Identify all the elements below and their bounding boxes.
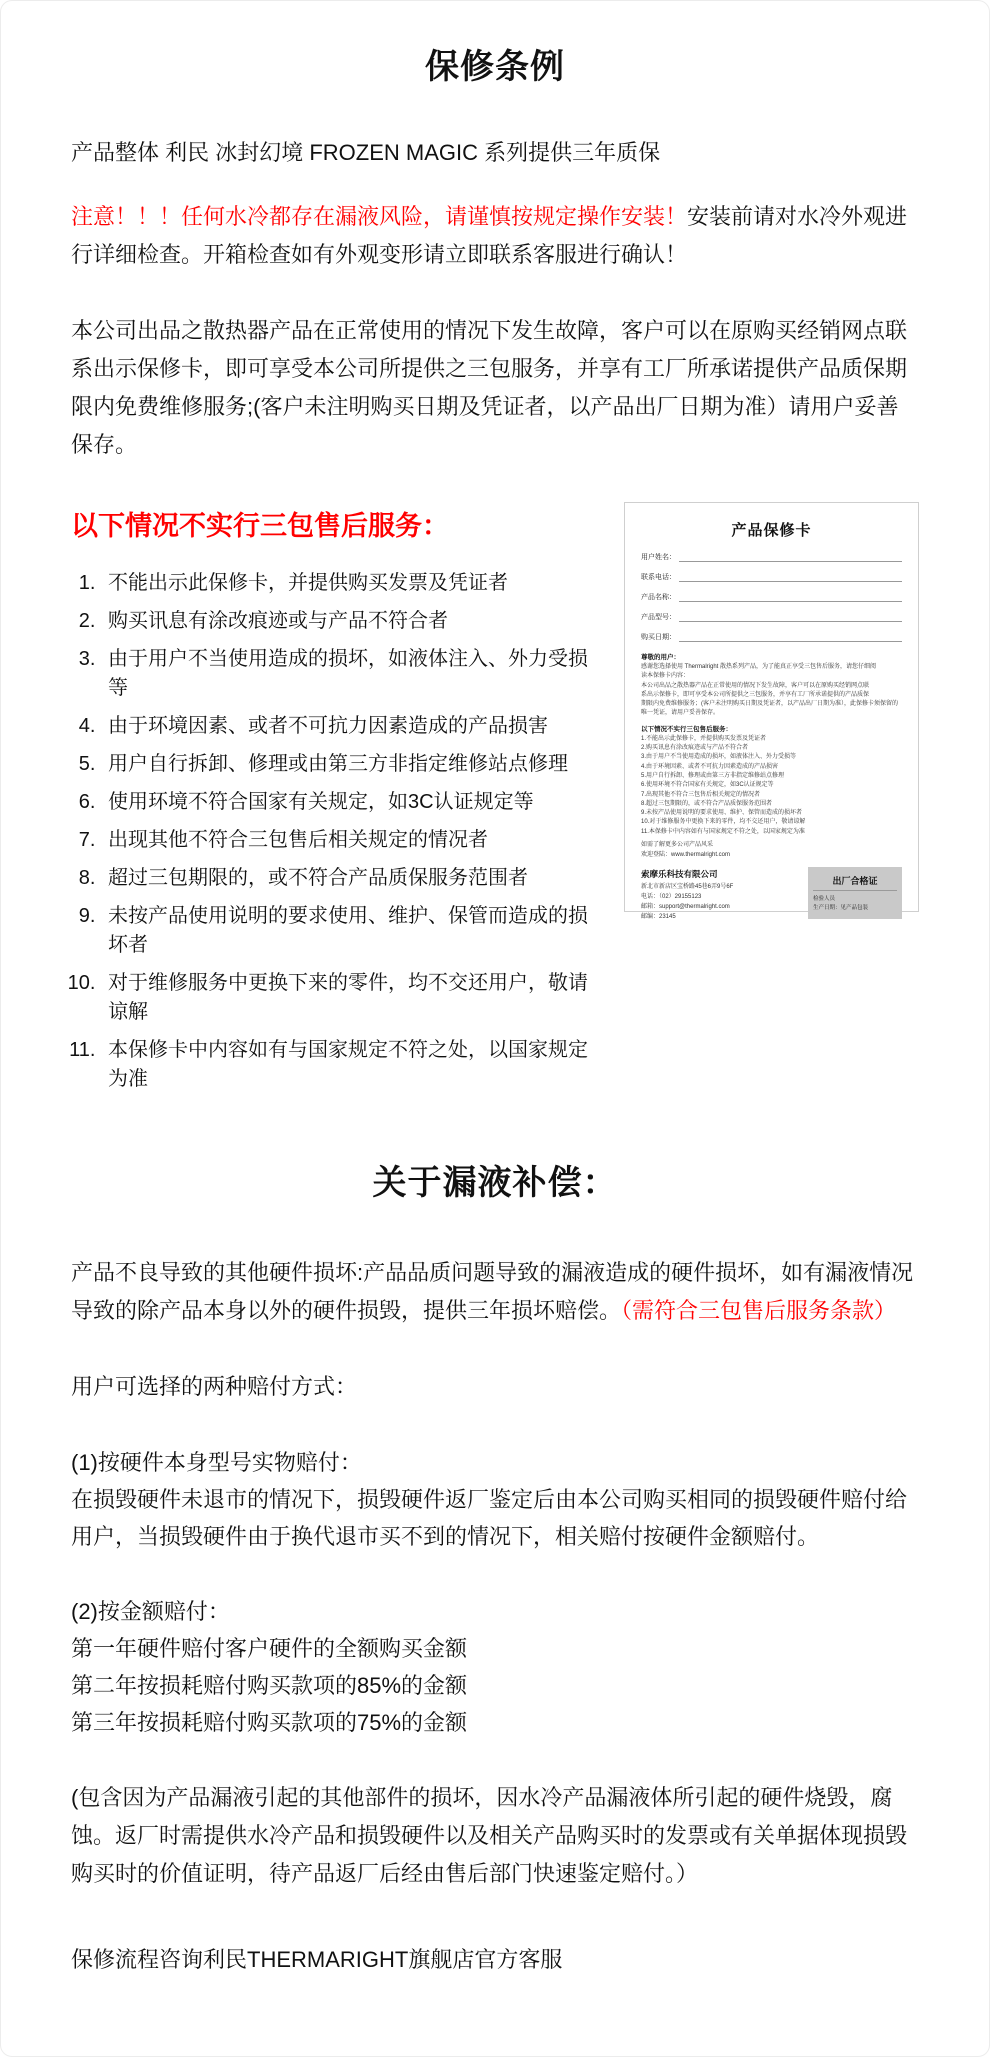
card-fineprint-line: 本公司出品之散热器产品在正常使用的情况下发生故障，客户可以在原购买经销网点联 xyxy=(641,682,870,689)
option2-title: (2)按金额赔付： xyxy=(71,1599,230,1624)
company-zip: 邮编：23145 xyxy=(641,913,676,920)
warranty-card-field-blank-line xyxy=(679,573,902,582)
card-exclusion-line: 10.对于维修服务中更换下来的零件，均不交还用户，敬请谅解 xyxy=(641,819,806,826)
card-dear-user: 尊敬的用户： xyxy=(641,654,680,661)
warranty-card-field-row xyxy=(641,552,902,562)
card-fineprint-line: 读本保修卡内容： xyxy=(641,673,690,680)
option2-lines xyxy=(71,1630,919,1741)
warranty-card-field-label: 产品名称： xyxy=(641,594,676,601)
option2-line: 第二年按损耗赔付购买款项的85%的金额 xyxy=(71,1673,468,1698)
warning-black-text: 安装前请对水冷外观进行详细检查。开箱检查如有外观变形请立即联系客服进行确认！ xyxy=(71,204,908,267)
company-email: 邮箱：support@thermalright.com xyxy=(641,904,730,911)
list-item: 7. 出现其他不符合三包售后相关规定的情况者 xyxy=(101,826,596,855)
card-intro-fineprint xyxy=(641,663,902,719)
list-item: 3. 由于用户不当使用造成的损坏，如液体注入、外力受损等 xyxy=(101,645,596,703)
list-item: 1. 不能出示此保修卡，并提供购买发票及凭证者 xyxy=(101,569,596,598)
warning-paragraph xyxy=(71,198,919,274)
footer-service-line: 保修流程咨询利民THERMARIGHT旗舰店官方客服 xyxy=(71,1947,563,1972)
list-item: 8. 超过三包期限的，或不符合产品质保服务范围者 xyxy=(101,864,596,893)
cert-date-line: 生产日期：见产品包装 xyxy=(813,905,869,912)
cert-inspector-line: 检验人员 xyxy=(813,896,836,903)
option1-title: (1)按硬件本身型号实物赔付： xyxy=(71,1450,362,1475)
company-name: 索摩乐科技有限公司 xyxy=(641,869,718,880)
factory-cert-box xyxy=(808,867,902,919)
warranty-card-image xyxy=(624,502,919,920)
card-exclusion-line: 5.用户自行拆卸、修理或由第三方非指定维修站点修理 xyxy=(641,772,785,779)
warranty-card-field-label: 产品型号： xyxy=(641,614,676,621)
exclusions-section xyxy=(71,502,919,1103)
warranty-card-field-label: 联系电话： xyxy=(641,574,676,581)
card-website-text: 欢迎登陆：www.thermalright.com xyxy=(641,851,731,858)
warranty-card-fields xyxy=(641,552,902,642)
warranty-card-field-label: 购买日期： xyxy=(641,634,676,641)
company-address: 新北市新店区宝桥路45巷6弄9号6F xyxy=(641,884,734,891)
card-fineprint-line: 系出示保修卡，即可享受本公司所提供之三包服务，并享有工厂所承诺提供的产品质保 xyxy=(641,691,870,698)
card-exclusion-line: 2.购买讯息有涂改痕迹或与产品不符合者 xyxy=(641,745,749,752)
payment-methods-intro: 用户可选择的两种赔付方式： xyxy=(71,1374,358,1399)
warning-red-text: 注意！！！任何水冷都存在漏液风险，请谨慎按规定操作安装！ xyxy=(71,204,688,229)
note-paragraph: (包含因为产品漏液引起的其他部件的损坏，因水冷产品漏液体所引起的硬件烧毁，腐蚀。返厂时需提供水冷产品和损毁硬件以及相关产品购买时的发票或有关单据体现损毁购买时的价值证明，待产品返厂后经由售后部门快速鉴定赔付。） xyxy=(71,1785,908,1886)
card-more-info xyxy=(641,841,902,860)
card-fineprint-line: 期限内免费维修服务；(客户未注明购买日期及凭证者，以产品出厂日期为准），此保修卡须保留的 xyxy=(641,701,898,708)
card-exclusion-line: 3.由于用户不当使用造成的损坏，如液体注入、外力受损等 xyxy=(641,754,797,761)
card-exclusions-heading: 以下情况不实行三包售后服务： xyxy=(641,725,732,733)
list-item: 2. 购买讯息有涂改痕迹或与产品不符合者 xyxy=(101,607,596,636)
intro-paragraph: 产品整体 利民 冰封幻境 FROZEN MAGIC 系列提供三年质保 xyxy=(71,140,661,165)
warranty-card-field-blank-line xyxy=(679,633,902,642)
option2-line: 第三年按损耗赔付购买款项的75%的金额 xyxy=(71,1710,468,1735)
exclusions-heading: 以下情况不实行三包售后服务： xyxy=(71,511,449,541)
exclusions-list xyxy=(71,569,596,1094)
card-more-line: 如需了解更多公司产品风采 xyxy=(641,842,714,849)
list-item: 6. 使用环境不符合国家有关规定，如3C认证规定等 xyxy=(101,788,596,817)
factory-cert-title: 出厂合格证 xyxy=(813,874,897,891)
card-exclusion-line: 1.不能出示此保修卡，并提供购买发票及凭证者 xyxy=(641,735,767,742)
list-item: 5. 用户自行拆卸、修理或由第三方非指定维修站点修理 xyxy=(101,750,596,779)
option1-block xyxy=(71,1444,919,1555)
card-exclusion-line: 11.本保修卡中内容如有与国家规定不符之处，以国家规定为准 xyxy=(641,828,805,835)
warranty-card-field-row xyxy=(641,632,902,642)
compensation-heading: 关于漏液补偿： xyxy=(372,1164,618,1202)
list-item: 11. 本保修卡中内容如有与国家规定不符之处，以国家规定为准 xyxy=(101,1036,596,1094)
card-fineprint-line: 唯一凭证，请用户妥善保存。 xyxy=(641,710,720,717)
list-item: 10. 对于维修服务中更换下来的零件，均不交还用户，敬请谅解 xyxy=(101,969,596,1027)
warranty-card-field-label: 用户姓名： xyxy=(641,554,676,561)
card-fineprint-line: 感谢您选择使用 Thermalright 散热系列产品，为了能真正享受三包售后服务，请您仔细阅 xyxy=(641,664,877,670)
card-exclusion-line: 7.出现其他不符合三包售后相关规定的情况者 xyxy=(641,791,761,798)
card-exclusion-line: 4.由于环境因素、或者不可抗力因素造成的产品损害 xyxy=(641,763,779,770)
card-exclusion-line: 6.使用环境不符合国家有关规定，如3C认证规定等 xyxy=(641,782,774,789)
warranty-card-field-blank-line xyxy=(679,553,902,562)
card-bottom-section xyxy=(641,867,902,923)
company-info-block xyxy=(641,867,733,923)
warranty-card-field-row xyxy=(641,592,902,602)
list-item: 9. 未按产品使用说明的要求使用、维护、保管而造成的损坏者 xyxy=(101,902,596,960)
warranty-card-field-blank-line xyxy=(679,593,902,602)
warranty-card-title: 产品保修卡 xyxy=(731,522,812,539)
page-title: 保修条例 xyxy=(425,48,565,86)
compensation-paragraph xyxy=(71,1254,919,1330)
option2-line: 第一年硬件赔付客户硬件的全额购买金额 xyxy=(71,1636,468,1661)
compensation-black-text: 产品不良导致的其他硬件损坏:产品品质问题导致的漏液造成的硬件损坏，如有漏液情况导致的除产品本身以外的硬件损毁，提供三年损坏赔偿。 xyxy=(71,1260,914,1323)
list-item: 4. 由于环境因素、或者不可抗力因素造成的产品损害 xyxy=(101,712,596,741)
option1-body: 在损毁硬件未退市的情况下，损毁硬件返厂鉴定后由本公司购买相同的损毁硬件赔付给用户，当损毁硬件由于换代退市买不到的情况下，相关赔付按硬件金额赔付。 xyxy=(71,1487,908,1549)
exclusions-column xyxy=(71,502,596,1103)
warranty-card-field-row xyxy=(641,612,902,622)
policy-paragraph: 本公司出品之散热器产品在正常使用的情况下发生故障，客户可以在原购买经销网点联系出示保修卡，即可享受本公司所提供之三包服务，并享有工厂所承诺提供产品质保期限内免费维修服务;(客户未注明购买日期及凭证者，以产品出厂日期为准）请用户妥善保存。 xyxy=(71,318,908,457)
compensation-red-text: （需符合三包售后服务条款） xyxy=(621,1298,897,1323)
warranty-card-field-row xyxy=(641,572,902,582)
card-exclusion-line: 9.未按产品使用说明的要求使用、维护、保管而造成的损坏者 xyxy=(641,810,803,817)
warranty-card-field-blank-line xyxy=(679,613,902,622)
company-phone: 电话：（02）29155123 xyxy=(641,894,702,901)
card-exclusions-list xyxy=(641,735,902,837)
card-exclusion-line: 8.超过三包期限的，或不符合产品质保服务范围者 xyxy=(641,800,773,807)
option2-block xyxy=(71,1593,919,1741)
